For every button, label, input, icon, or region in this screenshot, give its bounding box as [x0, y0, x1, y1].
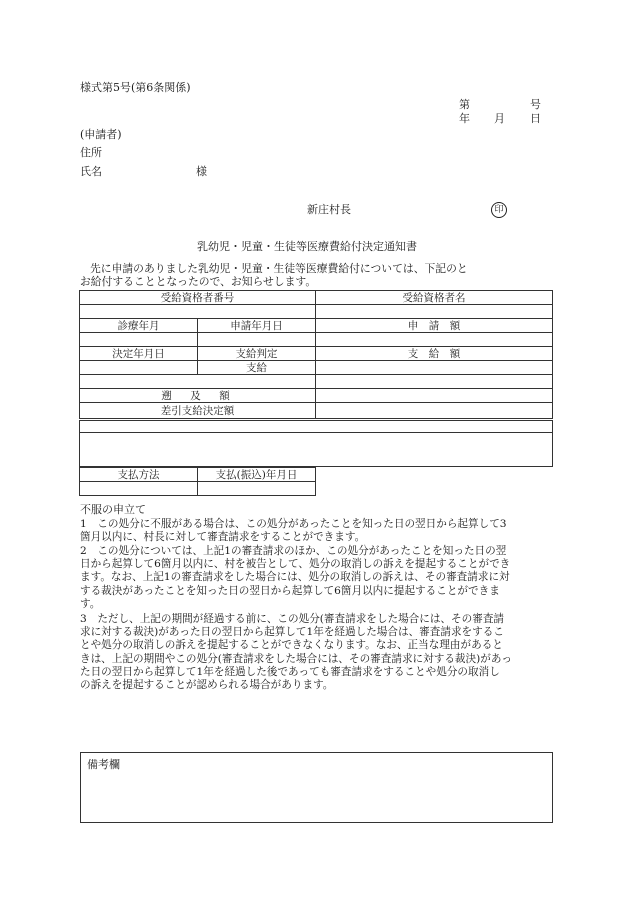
item-2-line: ます。なお、上記1の審査請求をした場合には、処分の取消しの訴えは、その審査請求に対: [80, 571, 510, 584]
document-title: 乳幼児・児童・生徒等医療費給付決定通知書: [197, 240, 417, 253]
header-payment-method: 支払方法: [80, 468, 198, 482]
header-decision-date: 決定年月日: [80, 347, 198, 361]
item-2-line: す。: [80, 597, 101, 610]
header-retroactive-amount: 遡 及 額: [80, 389, 316, 403]
header-payment-judgment: 支給判定: [198, 347, 316, 361]
item-3-line: とや処分の取消しの訴えを提起することができなくなります。なお、正当な理由があると: [80, 639, 503, 652]
cell-payment-status: 支給: [198, 361, 316, 375]
cell-retroactive-amount: [316, 389, 553, 403]
cell-blank-right: [316, 375, 553, 389]
cell-net-payment: [316, 403, 553, 419]
cell-application-amount: [316, 333, 553, 347]
intro-line-1: 先に申請のありました乳幼児・児童・生徒等医療費給付については、下記のと: [90, 262, 468, 275]
item-2-line: 2 この処分については、上記1の審査請求のほか、この処分があったことを知った日の翌: [80, 545, 507, 557]
item-3-line: きは、上記の期間やこの処分(審査請求をした場合には、その審査請求に対する裁決)があっ: [80, 652, 512, 665]
header-application-month: 申請年月日: [198, 319, 316, 333]
header-application-amount: 申 請 額: [316, 319, 553, 333]
header-hi: 日: [530, 112, 541, 125]
payment-method-table: [79, 467, 316, 496]
header-tsuki: 月: [494, 112, 505, 125]
item-3-line: 3 ただし、上記の期間が経過する前に、この処分(審査請求をした場合には、その審査請: [80, 613, 505, 625]
intro-line-2: お給付することとなったので、お知らせします。: [80, 275, 317, 288]
header-nen: 年: [459, 112, 470, 125]
net-payment-row: [79, 402, 553, 419]
item-3-line: た日の翌日から起算して1年を経過した後であっても審査請求をすることや処分の取消し: [80, 665, 500, 678]
objection-heading: 不服の申立て: [80, 503, 146, 516]
header-treatment-month: 診療年月: [80, 319, 198, 333]
header-recipient-name: 受給資格者名: [316, 291, 553, 305]
header-go: 号: [530, 98, 541, 111]
form-number: 様式第5号(第6条関係): [80, 81, 191, 94]
cell-blank-left: [80, 375, 316, 389]
cell-treatment-month: [80, 333, 198, 347]
objection-item-2: [80, 545, 552, 611]
cell-recipient-name: [316, 305, 553, 319]
name-label: 氏名: [80, 165, 102, 178]
item-2-line: 日から起算して6箇月以内に、村を被告として、処分の取消しの訴えを提起することができ: [80, 558, 511, 571]
benefit-table: [79, 290, 553, 403]
objection-item-1: [80, 518, 552, 544]
item-1-line: 箇月以内に、村長に対して審査請求をすることができます。: [80, 531, 366, 544]
blank-row-1: [80, 421, 553, 433]
item-3-line: の訴えを提起することが認められる場合があります。: [80, 679, 334, 692]
cell-application-month: [198, 333, 316, 347]
address-label: 住所: [80, 146, 102, 159]
cell-decision-date: [80, 361, 198, 375]
issuer-title: 新庄村長: [307, 203, 351, 216]
blank-row-2: [80, 433, 553, 467]
remarks-label: 備考欄: [87, 758, 120, 771]
cell-payment-amount: [316, 361, 553, 375]
cell-payment-method: [80, 482, 198, 496]
cell-recipient-number: [80, 305, 316, 319]
applicant-label: (申請者): [80, 128, 122, 141]
item-2-line: する裁決があったことを知った日の翌日から起算して6箇月以内に提起することができま: [80, 584, 500, 597]
header-payment-amount: 支 給 額: [316, 347, 553, 361]
header-recipient-number: 受給資格者番号: [80, 291, 316, 305]
item-1-line: 1 この処分に不服がある場合は、この処分があったことを知った日の翌日から起算して3: [80, 518, 507, 530]
header-payment-date: 支払(振込)年月日: [198, 468, 316, 482]
cell-payment-date: [198, 482, 316, 496]
honorific: 様: [196, 165, 207, 178]
objection-item-3: [80, 613, 552, 692]
blank-area: [79, 420, 553, 467]
seal-mark: 印: [491, 202, 507, 218]
remarks-box: [80, 752, 553, 823]
header-dai: 第: [459, 98, 470, 111]
header-net-payment: 差引支給決定額: [80, 403, 316, 419]
item-3-line: 求に対する裁決)があった日の翌日から起算して1年を経過した場合は、審査請求をするこ: [80, 626, 504, 639]
